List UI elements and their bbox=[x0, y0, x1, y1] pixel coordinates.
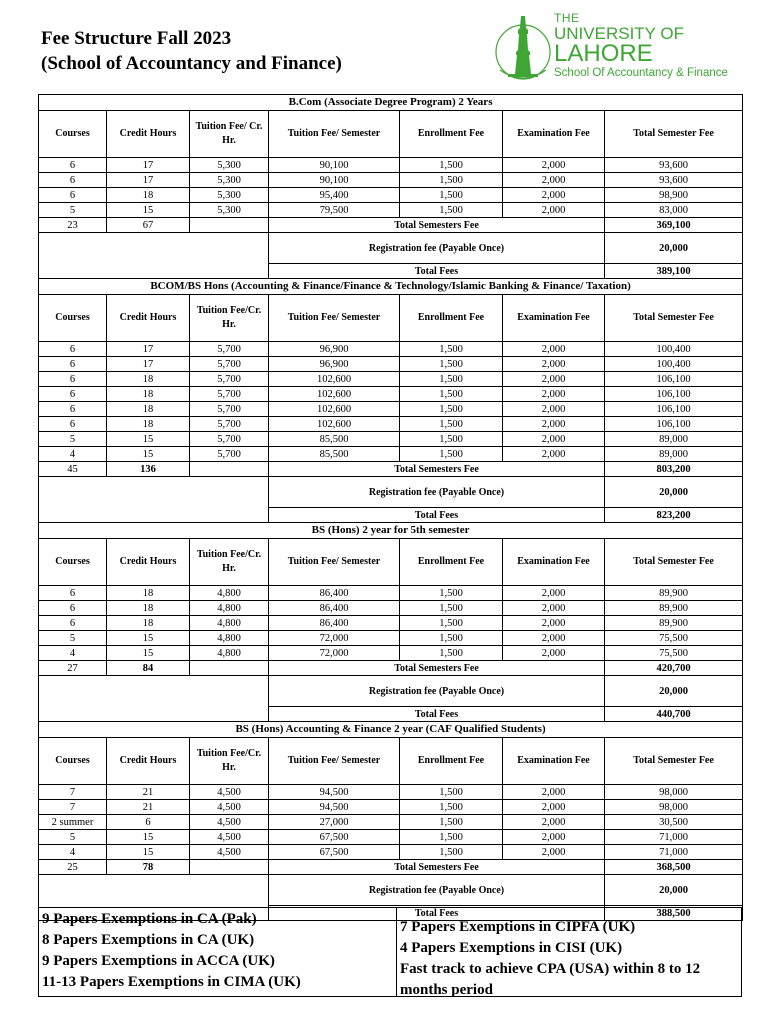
credit-hours-cell: 15 bbox=[107, 432, 190, 447]
tuition-fee-per-cr-hr-cell: 5,700 bbox=[190, 372, 269, 387]
tuition-fee-semester-cell: 72,000 bbox=[269, 646, 400, 661]
total-semester-fee-cell: 75,500 bbox=[605, 646, 743, 661]
examination-fee-cell: 2,000 bbox=[503, 845, 605, 860]
examination-fee-cell: 2,000 bbox=[503, 188, 605, 203]
total-fees-label: Total Fees bbox=[269, 906, 605, 921]
credit-hours-cell: 15 bbox=[107, 447, 190, 462]
enrollment-fee-cell: 1,500 bbox=[400, 800, 503, 815]
column-header: Total Semester Fee bbox=[605, 738, 743, 785]
empty-cell bbox=[39, 676, 269, 722]
tuition-fee-semester-cell: 90,100 bbox=[269, 158, 400, 173]
exemptions-box bbox=[38, 907, 742, 997]
column-header: Credit Hours bbox=[107, 539, 190, 586]
table-row bbox=[39, 586, 743, 601]
examination-fee-cell: 2,000 bbox=[503, 586, 605, 601]
courses-cell: 4 bbox=[39, 447, 107, 462]
total-semester-fee-cell: 89,000 bbox=[605, 447, 743, 462]
credit-hours-cell: 17 bbox=[107, 357, 190, 372]
total-fees-value: 388,500 bbox=[605, 906, 743, 921]
courses-cell: 6 bbox=[39, 188, 107, 203]
examination-fee-cell: 2,000 bbox=[503, 447, 605, 462]
tuition-fee-per-cr-hr-cell: 4,800 bbox=[190, 646, 269, 661]
tuition-fee-per-cr-hr-cell: 4,500 bbox=[190, 845, 269, 860]
empty-cell bbox=[190, 661, 269, 676]
section-title: BCOM/BS Hons (Accounting & Finance/Finance & Technology/Islamic Banking & Finance/ Taxation) bbox=[39, 279, 743, 295]
tuition-fee-semester-cell: 95,400 bbox=[269, 188, 400, 203]
section-title-row bbox=[39, 722, 743, 738]
total-semester-fee-cell: 71,000 bbox=[605, 845, 743, 860]
tuition-fee-per-cr-hr-cell: 4,500 bbox=[190, 785, 269, 800]
table-row bbox=[39, 188, 743, 203]
credit-hours-cell: 18 bbox=[107, 387, 190, 402]
column-header: Tuition Fee/ Semester bbox=[269, 539, 400, 586]
column-header: Examination Fee bbox=[503, 111, 605, 158]
credit-hours-cell: 15 bbox=[107, 631, 190, 646]
exemption-item: 9 Papers Exemptions in ACCA (UK) bbox=[42, 953, 275, 969]
credit-hours-cell: 18 bbox=[107, 372, 190, 387]
column-header: Tuition Fee/ Cr. Hr. bbox=[190, 111, 269, 158]
table-row bbox=[39, 616, 743, 631]
examination-fee-cell: 2,000 bbox=[503, 342, 605, 357]
enrollment-fee-cell: 1,500 bbox=[400, 188, 503, 203]
examination-fee-cell: 2,000 bbox=[503, 432, 605, 447]
total-semester-fee-cell: 89,000 bbox=[605, 432, 743, 447]
tuition-fee-semester-cell: 85,500 bbox=[269, 432, 400, 447]
courses-cell: 7 bbox=[39, 800, 107, 815]
tuition-fee-per-cr-hr-cell: 5,700 bbox=[190, 417, 269, 432]
table-row bbox=[39, 845, 743, 860]
exemption-item: 8 Papers Exemptions in CA (UK) bbox=[42, 932, 255, 948]
total-fees-value: 389,100 bbox=[605, 264, 743, 279]
section-title: B.Com (Associate Degree Program) 2 Years bbox=[39, 95, 743, 111]
courses-cell: 5 bbox=[39, 203, 107, 218]
section-title-row bbox=[39, 95, 743, 111]
empty-cell bbox=[190, 860, 269, 875]
column-header: Credit Hours bbox=[107, 111, 190, 158]
total-courses-cell: 27 bbox=[39, 661, 107, 676]
tuition-fee-semester-cell: 102,600 bbox=[269, 417, 400, 432]
column-header: Total Semester Fee bbox=[605, 111, 743, 158]
column-header: Tuition Fee/ Semester bbox=[269, 111, 400, 158]
credit-hours-cell: 17 bbox=[107, 342, 190, 357]
total-semester-fee-cell: 100,400 bbox=[605, 357, 743, 372]
total-semester-fee-cell: 100,400 bbox=[605, 342, 743, 357]
exemption-item: 9 Papers Exemptions in CA (Pak) bbox=[42, 911, 257, 927]
total-fees-label: Total Fees bbox=[269, 707, 605, 722]
exemption-item: 7 Papers Exemptions in CIPFA (UK) bbox=[400, 919, 636, 935]
courses-cell: 6 bbox=[39, 173, 107, 188]
courses-cell: 5 bbox=[39, 830, 107, 845]
total-semesters-fee-value: 369,100 bbox=[605, 218, 743, 233]
total-credit-hours-cell: 67 bbox=[107, 218, 190, 233]
header-row bbox=[39, 111, 743, 158]
tuition-fee-semester-cell: 86,400 bbox=[269, 586, 400, 601]
total-courses-cell: 23 bbox=[39, 218, 107, 233]
column-header: Tuition Fee/Cr. Hr. bbox=[190, 738, 269, 785]
courses-cell: 5 bbox=[39, 631, 107, 646]
column-header: Courses bbox=[39, 738, 107, 785]
credit-hours-cell: 18 bbox=[107, 616, 190, 631]
total-semester-fee-cell: 98,000 bbox=[605, 800, 743, 815]
total-semester-fee-cell: 106,100 bbox=[605, 402, 743, 417]
tuition-fee-semester-cell: 79,500 bbox=[269, 203, 400, 218]
table-row bbox=[39, 173, 743, 188]
total-semester-fee-cell: 93,600 bbox=[605, 158, 743, 173]
credit-hours-cell: 18 bbox=[107, 417, 190, 432]
table-row bbox=[39, 815, 743, 830]
enrollment-fee-cell: 1,500 bbox=[400, 158, 503, 173]
column-header: Enrollment Fee bbox=[400, 295, 503, 342]
exemption-item: 11-13 Papers Exemptions in CIMA (UK) bbox=[42, 974, 301, 990]
tuition-fee-semester-cell: 86,400 bbox=[269, 616, 400, 631]
examination-fee-cell: 2,000 bbox=[503, 601, 605, 616]
column-header: Enrollment Fee bbox=[400, 539, 503, 586]
total-semester-fee-cell: 83,000 bbox=[605, 203, 743, 218]
tuition-fee-per-cr-hr-cell: 5,300 bbox=[190, 158, 269, 173]
column-header: Examination Fee bbox=[503, 539, 605, 586]
total-fees-label: Total Fees bbox=[269, 264, 605, 279]
table-row bbox=[39, 785, 743, 800]
column-header: Courses bbox=[39, 111, 107, 158]
tuition-fee-per-cr-hr-cell: 4,800 bbox=[190, 601, 269, 616]
registration-fee-row bbox=[39, 477, 743, 508]
table-row bbox=[39, 601, 743, 616]
column-header: Examination Fee bbox=[503, 295, 605, 342]
tuition-fee-semester-cell: 86,400 bbox=[269, 601, 400, 616]
logo-line-3: LAHORE bbox=[554, 40, 653, 67]
tuition-fee-semester-cell: 67,500 bbox=[269, 845, 400, 860]
table-row bbox=[39, 417, 743, 432]
total-semester-fee-cell: 106,100 bbox=[605, 387, 743, 402]
courses-cell: 6 bbox=[39, 402, 107, 417]
registration-fee-row bbox=[39, 233, 743, 264]
enrollment-fee-cell: 1,500 bbox=[400, 631, 503, 646]
empty-cell bbox=[39, 233, 269, 279]
total-semesters-fee-value: 368,500 bbox=[605, 860, 743, 875]
examination-fee-cell: 2,000 bbox=[503, 815, 605, 830]
empty-cell bbox=[190, 218, 269, 233]
tuition-fee-semester-cell: 67,500 bbox=[269, 830, 400, 845]
examination-fee-cell: 2,000 bbox=[503, 387, 605, 402]
tuition-fee-semester-cell: 102,600 bbox=[269, 372, 400, 387]
tuition-fee-semester-cell: 96,900 bbox=[269, 357, 400, 372]
total-semesters-fee-label: Total Semesters Fee bbox=[269, 661, 605, 676]
examination-fee-cell: 2,000 bbox=[503, 646, 605, 661]
table-row bbox=[39, 631, 743, 646]
courses-cell: 6 bbox=[39, 586, 107, 601]
registration-fee-value: 20,000 bbox=[605, 676, 743, 707]
tuition-fee-semester-cell: 94,500 bbox=[269, 785, 400, 800]
exemption-item: 4 Papers Exemptions in CISI (UK) bbox=[400, 940, 623, 956]
tuition-fee-semester-cell: 90,100 bbox=[269, 173, 400, 188]
registration-fee-row bbox=[39, 676, 743, 707]
logo-line-2: UNIVERSITY OF bbox=[554, 24, 685, 43]
table-row bbox=[39, 372, 743, 387]
minar-icon bbox=[494, 12, 552, 84]
empty-cell bbox=[39, 477, 269, 523]
tuition-fee-semester-cell: 27,000 bbox=[269, 815, 400, 830]
table-row bbox=[39, 830, 743, 845]
examination-fee-cell: 2,000 bbox=[503, 785, 605, 800]
column-header: Tuition Fee/Cr. Hr. bbox=[190, 295, 269, 342]
examination-fee-cell: 2,000 bbox=[503, 173, 605, 188]
column-header: Examination Fee bbox=[503, 738, 605, 785]
logo-line-1: THE bbox=[554, 11, 580, 25]
tuition-fee-per-cr-hr-cell: 4,500 bbox=[190, 800, 269, 815]
tuition-fee-semester-cell: 85,500 bbox=[269, 447, 400, 462]
registration-fee-label: Registration fee (Payable Once) bbox=[269, 676, 605, 707]
total-courses-cell: 45 bbox=[39, 462, 107, 477]
enrollment-fee-cell: 1,500 bbox=[400, 173, 503, 188]
enrollment-fee-cell: 1,500 bbox=[400, 785, 503, 800]
column-header: Total Semester Fee bbox=[605, 539, 743, 586]
column-header: Credit Hours bbox=[107, 738, 190, 785]
column-header: Total Semester Fee bbox=[605, 295, 743, 342]
title-line-2: (School of Accountancy and Finance) bbox=[41, 53, 342, 74]
courses-cell: 6 bbox=[39, 616, 107, 631]
credit-hours-cell: 18 bbox=[107, 601, 190, 616]
column-header: Credit Hours bbox=[107, 295, 190, 342]
enrollment-fee-cell: 1,500 bbox=[400, 342, 503, 357]
tuition-fee-per-cr-hr-cell: 5,700 bbox=[190, 357, 269, 372]
registration-fee-value: 20,000 bbox=[605, 233, 743, 264]
enrollment-fee-cell: 1,500 bbox=[400, 447, 503, 462]
registration-fee-value: 20,000 bbox=[605, 875, 743, 906]
enrollment-fee-cell: 1,500 bbox=[400, 830, 503, 845]
enrollment-fee-cell: 1,500 bbox=[400, 402, 503, 417]
examination-fee-cell: 2,000 bbox=[503, 203, 605, 218]
total-fees-value: 823,200 bbox=[605, 508, 743, 523]
tuition-fee-per-cr-hr-cell: 5,700 bbox=[190, 402, 269, 417]
enrollment-fee-cell: 1,500 bbox=[400, 417, 503, 432]
courses-cell: 6 bbox=[39, 387, 107, 402]
credit-hours-cell: 15 bbox=[107, 830, 190, 845]
tuition-fee-semester-cell: 94,500 bbox=[269, 800, 400, 815]
examination-fee-cell: 2,000 bbox=[503, 616, 605, 631]
enrollment-fee-cell: 1,500 bbox=[400, 646, 503, 661]
credit-hours-cell: 15 bbox=[107, 845, 190, 860]
total-semester-fee-cell: 75,500 bbox=[605, 631, 743, 646]
table-row bbox=[39, 357, 743, 372]
header-row bbox=[39, 295, 743, 342]
credit-hours-cell: 18 bbox=[107, 188, 190, 203]
courses-cell: 6 bbox=[39, 357, 107, 372]
enrollment-fee-cell: 1,500 bbox=[400, 815, 503, 830]
section-title-row bbox=[39, 279, 743, 295]
page-title bbox=[41, 26, 342, 76]
header-row bbox=[39, 738, 743, 785]
credit-hours-cell: 6 bbox=[107, 815, 190, 830]
total-semester-fee-cell: 93,600 bbox=[605, 173, 743, 188]
tuition-fee-per-cr-hr-cell: 5,700 bbox=[190, 342, 269, 357]
enrollment-fee-cell: 1,500 bbox=[400, 432, 503, 447]
examination-fee-cell: 2,000 bbox=[503, 372, 605, 387]
credit-hours-cell: 18 bbox=[107, 402, 190, 417]
column-header: Courses bbox=[39, 539, 107, 586]
registration-fee-row bbox=[39, 875, 743, 906]
fee-structure-table bbox=[38, 94, 743, 921]
tuition-fee-per-cr-hr-cell: 4,500 bbox=[190, 815, 269, 830]
column-header: Enrollment Fee bbox=[400, 738, 503, 785]
courses-cell: 6 bbox=[39, 342, 107, 357]
tuition-fee-semester-cell: 102,600 bbox=[269, 402, 400, 417]
tuition-fee-per-cr-hr-cell: 5,300 bbox=[190, 203, 269, 218]
title-line-1: Fee Structure Fall 2023 bbox=[41, 28, 232, 49]
column-header: Courses bbox=[39, 295, 107, 342]
logo-line-4: School Of Accountancy & Finance bbox=[554, 67, 728, 79]
total-semesters-row bbox=[39, 661, 743, 676]
total-semester-fee-cell: 71,000 bbox=[605, 830, 743, 845]
enrollment-fee-cell: 1,500 bbox=[400, 845, 503, 860]
courses-cell: 6 bbox=[39, 372, 107, 387]
credit-hours-cell: 18 bbox=[107, 586, 190, 601]
examination-fee-cell: 2,000 bbox=[503, 402, 605, 417]
total-semesters-fee-value: 420,700 bbox=[605, 661, 743, 676]
total-fees-label: Total Fees bbox=[269, 508, 605, 523]
tuition-fee-per-cr-hr-cell: 5,300 bbox=[190, 173, 269, 188]
courses-cell: 6 bbox=[39, 601, 107, 616]
total-credit-hours-cell: 78 bbox=[107, 860, 190, 875]
total-semester-fee-cell: 98,900 bbox=[605, 188, 743, 203]
table-row bbox=[39, 800, 743, 815]
courses-cell: 4 bbox=[39, 845, 107, 860]
exemption-item: Fast track to achieve CPA (USA) within 8 to 12 months period bbox=[400, 961, 701, 998]
column-header: Tuition Fee/Cr. Hr. bbox=[190, 539, 269, 586]
exemptions-right bbox=[397, 908, 741, 996]
empty-cell bbox=[190, 462, 269, 477]
total-semester-fee-cell: 30,500 bbox=[605, 815, 743, 830]
university-logo bbox=[494, 12, 734, 84]
total-semester-fee-cell: 89,900 bbox=[605, 601, 743, 616]
total-semesters-row bbox=[39, 462, 743, 477]
registration-fee-label: Registration fee (Payable Once) bbox=[269, 233, 605, 264]
total-semester-fee-cell: 89,900 bbox=[605, 616, 743, 631]
tuition-fee-per-cr-hr-cell: 4,500 bbox=[190, 830, 269, 845]
examination-fee-cell: 2,000 bbox=[503, 357, 605, 372]
examination-fee-cell: 2,000 bbox=[503, 158, 605, 173]
registration-fee-label: Registration fee (Payable Once) bbox=[269, 477, 605, 508]
enrollment-fee-cell: 1,500 bbox=[400, 616, 503, 631]
section-title: BS (Hons) 2 year for 5th semester bbox=[39, 523, 743, 539]
credit-hours-cell: 17 bbox=[107, 158, 190, 173]
tuition-fee-per-cr-hr-cell: 5,300 bbox=[190, 188, 269, 203]
total-fees-value: 440,700 bbox=[605, 707, 743, 722]
courses-cell: 4 bbox=[39, 646, 107, 661]
column-header: Enrollment Fee bbox=[400, 111, 503, 158]
tuition-fee-semester-cell: 96,900 bbox=[269, 342, 400, 357]
table-row bbox=[39, 646, 743, 661]
tuition-fee-per-cr-hr-cell: 4,800 bbox=[190, 631, 269, 646]
column-header: Tuition Fee/ Semester bbox=[269, 738, 400, 785]
tuition-fee-per-cr-hr-cell: 4,800 bbox=[190, 586, 269, 601]
tuition-fee-per-cr-hr-cell: 5,700 bbox=[190, 432, 269, 447]
tuition-fee-semester-cell: 102,600 bbox=[269, 387, 400, 402]
examination-fee-cell: 2,000 bbox=[503, 631, 605, 646]
registration-fee-value: 20,000 bbox=[605, 477, 743, 508]
total-semesters-fee-label: Total Semesters Fee bbox=[269, 860, 605, 875]
table-row bbox=[39, 387, 743, 402]
table-row bbox=[39, 447, 743, 462]
section-title: BS (Hons) Accounting & Finance 2 year (CAF Qualified Students) bbox=[39, 722, 743, 738]
total-semester-fee-cell: 106,100 bbox=[605, 417, 743, 432]
section-title-row bbox=[39, 523, 743, 539]
total-semesters-fee-value: 803,200 bbox=[605, 462, 743, 477]
credit-hours-cell: 15 bbox=[107, 203, 190, 218]
courses-cell: 6 bbox=[39, 158, 107, 173]
credit-hours-cell: 17 bbox=[107, 173, 190, 188]
column-header: Tuition Fee/ Semester bbox=[269, 295, 400, 342]
enrollment-fee-cell: 1,500 bbox=[400, 372, 503, 387]
total-semesters-fee-label: Total Semesters Fee bbox=[269, 218, 605, 233]
total-semesters-fee-label: Total Semesters Fee bbox=[269, 462, 605, 477]
credit-hours-cell: 21 bbox=[107, 800, 190, 815]
examination-fee-cell: 2,000 bbox=[503, 800, 605, 815]
tuition-fee-per-cr-hr-cell: 4,800 bbox=[190, 616, 269, 631]
tuition-fee-per-cr-hr-cell: 5,700 bbox=[190, 387, 269, 402]
total-semester-fee-cell: 106,100 bbox=[605, 372, 743, 387]
enrollment-fee-cell: 1,500 bbox=[400, 586, 503, 601]
table-row bbox=[39, 342, 743, 357]
total-semesters-row bbox=[39, 218, 743, 233]
courses-cell: 2 summer bbox=[39, 815, 107, 830]
examination-fee-cell: 2,000 bbox=[503, 417, 605, 432]
table-row bbox=[39, 158, 743, 173]
enrollment-fee-cell: 1,500 bbox=[400, 357, 503, 372]
enrollment-fee-cell: 1,500 bbox=[400, 601, 503, 616]
exemptions-left bbox=[39, 908, 397, 996]
tuition-fee-semester-cell: 72,000 bbox=[269, 631, 400, 646]
registration-fee-label: Registration fee (Payable Once) bbox=[269, 875, 605, 906]
total-courses-cell: 25 bbox=[39, 860, 107, 875]
courses-cell: 7 bbox=[39, 785, 107, 800]
total-credit-hours-cell: 84 bbox=[107, 661, 190, 676]
table-row bbox=[39, 432, 743, 447]
total-semester-fee-cell: 89,900 bbox=[605, 586, 743, 601]
table-row bbox=[39, 402, 743, 417]
enrollment-fee-cell: 1,500 bbox=[400, 387, 503, 402]
header-row bbox=[39, 539, 743, 586]
total-semester-fee-cell: 98,000 bbox=[605, 785, 743, 800]
credit-hours-cell: 15 bbox=[107, 646, 190, 661]
courses-cell: 6 bbox=[39, 417, 107, 432]
examination-fee-cell: 2,000 bbox=[503, 830, 605, 845]
credit-hours-cell: 21 bbox=[107, 785, 190, 800]
total-semesters-row bbox=[39, 860, 743, 875]
courses-cell: 5 bbox=[39, 432, 107, 447]
enrollment-fee-cell: 1,500 bbox=[400, 203, 503, 218]
table-row bbox=[39, 203, 743, 218]
tuition-fee-per-cr-hr-cell: 5,700 bbox=[190, 447, 269, 462]
total-credit-hours-cell: 136 bbox=[107, 462, 190, 477]
